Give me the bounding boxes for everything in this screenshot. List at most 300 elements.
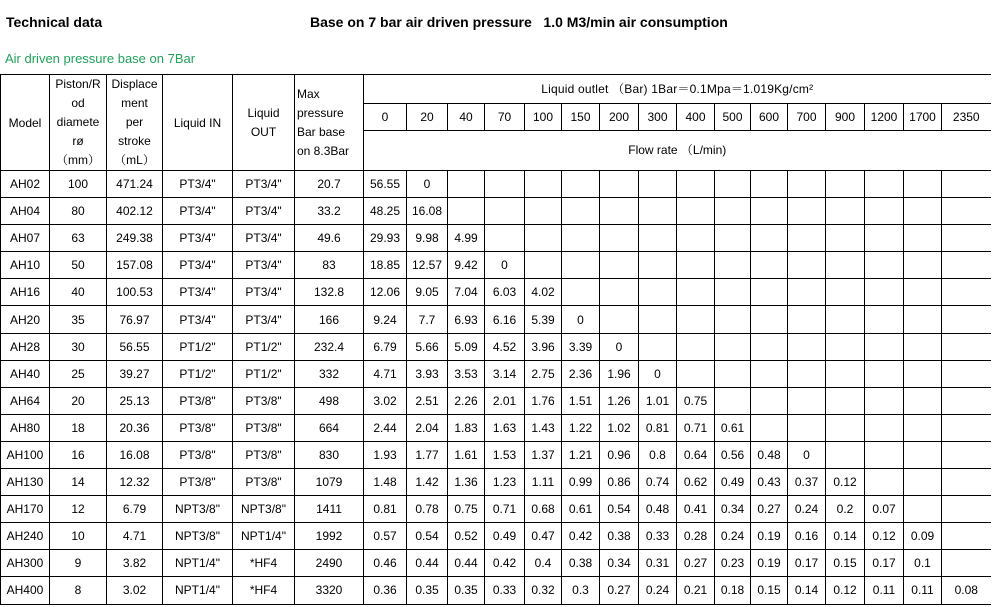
displacement-line-5: （mL）	[114, 153, 155, 167]
flow-rate-cell	[942, 252, 991, 279]
flow-rate-cell: 3.96	[525, 333, 562, 360]
liquid-out-cell: NPT3/8"	[233, 496, 295, 523]
flow-rate-cell	[904, 306, 942, 333]
table-row	[1, 171, 991, 198]
flow-rate-cell: 0.78	[407, 496, 448, 523]
flow-rate-cell: 0	[485, 252, 525, 279]
model-cell: AH240	[1, 523, 50, 550]
flow-rate-cell	[715, 252, 751, 279]
liquid-out-cell: PT3/4"	[233, 279, 295, 306]
flow-rate-cell	[562, 252, 600, 279]
pressure-header-70: 70	[485, 104, 525, 130]
flow-rate-cell	[677, 171, 715, 198]
flow-rate-cell: 0.23	[715, 550, 751, 577]
liquid-in-cell: PT1/2"	[163, 333, 233, 360]
flow-rate-cell	[904, 360, 942, 387]
piston-cell: 16	[50, 441, 107, 468]
flow-rate-cell: 0.56	[715, 441, 751, 468]
max-pressure-line-2: pressure	[297, 105, 344, 120]
flow-rate-cell: 0	[407, 171, 448, 198]
liquid-in-cell: PT3/8"	[163, 469, 233, 496]
liquid-in-cell: PT3/8"	[163, 414, 233, 441]
flow-rate-cell	[751, 279, 788, 306]
model-cell: AH40	[1, 360, 50, 387]
flow-rate-cell	[865, 306, 904, 333]
col-header-max-pressure	[295, 75, 364, 171]
flow-rate-cell: 0.15	[826, 550, 865, 577]
flow-rate-header: Flow rate （L/min)	[364, 130, 991, 170]
table-row	[1, 252, 991, 279]
flow-rate-cell: 0	[600, 333, 639, 360]
flow-rate-cell	[788, 306, 826, 333]
piston-cell: 80	[50, 198, 107, 225]
flow-rate-cell	[904, 441, 942, 468]
flow-rate-cell: 0.08	[942, 577, 991, 604]
flow-rate-cell	[942, 387, 991, 414]
flow-rate-cell: 29.93	[364, 225, 407, 252]
flow-rate-cell: 1.26	[600, 387, 639, 414]
flow-rate-cell	[485, 198, 525, 225]
pressure-header-900: 900	[826, 104, 865, 130]
liquid-out-cell: *HF4	[233, 577, 295, 604]
flow-rate-cell	[600, 306, 639, 333]
flow-rate-cell	[788, 198, 826, 225]
flow-rate-cell: 0.4	[525, 550, 562, 577]
flow-rate-cell	[788, 279, 826, 306]
flow-rate-cell	[942, 360, 991, 387]
flow-rate-cell: 0.41	[677, 496, 715, 523]
flow-rate-cell: 5.66	[407, 333, 448, 360]
max-pressure-cell: 232.4	[295, 333, 364, 360]
flow-rate-cell: 6.93	[448, 306, 485, 333]
flow-rate-cell	[904, 333, 942, 360]
flow-rate-cell: 1.42	[407, 469, 448, 496]
flow-rate-cell	[942, 306, 991, 333]
piston-cell: 63	[50, 225, 107, 252]
piston-cell: 25	[50, 360, 107, 387]
piston-line-5: （mm）	[56, 153, 100, 167]
flow-rate-cell	[826, 306, 865, 333]
liquid-in-cell: PT3/8"	[163, 387, 233, 414]
flow-rate-cell	[788, 225, 826, 252]
flow-rate-cell: 0.8	[639, 441, 677, 468]
flow-rate-cell: 0.61	[715, 414, 751, 441]
flow-rate-cell: 0.74	[639, 469, 677, 496]
liquid-out-cell: PT3/4"	[233, 306, 295, 333]
displacement-cell: 16.08	[107, 441, 163, 468]
flow-rate-cell: 2.01	[485, 387, 525, 414]
flow-rate-cell	[715, 387, 751, 414]
flow-rate-cell	[751, 171, 788, 198]
flow-rate-cell	[826, 387, 865, 414]
flow-rate-cell: 0.99	[562, 469, 600, 496]
flow-rate-cell	[904, 387, 942, 414]
technical-data-table	[0, 74, 991, 605]
pressure-header-500: 500	[715, 104, 751, 130]
liquid-in-cell: PT3/4"	[163, 171, 233, 198]
liquid-out-cell: PT1/2"	[233, 360, 295, 387]
flow-rate-cell	[942, 225, 991, 252]
liquid-in-cell: PT3/4"	[163, 252, 233, 279]
flow-rate-cell: 0.44	[448, 550, 485, 577]
pressure-header-0: 0	[364, 104, 407, 130]
flow-rate-cell: 1.01	[639, 387, 677, 414]
flow-rate-cell: 6.03	[485, 279, 525, 306]
flow-rate-cell	[751, 252, 788, 279]
flow-rate-cell	[485, 171, 525, 198]
flow-rate-cell: 7.7	[407, 306, 448, 333]
flow-rate-cell: 2.36	[562, 360, 600, 387]
flow-rate-cell	[677, 252, 715, 279]
flow-rate-cell	[485, 225, 525, 252]
flow-rate-cell: 5.39	[525, 306, 562, 333]
pressure-header-40: 40	[448, 104, 485, 130]
flow-rate-cell	[715, 198, 751, 225]
flow-rate-cell: 0.17	[865, 550, 904, 577]
liquid-in-cell: PT3/4"	[163, 225, 233, 252]
flow-rate-cell: 4.99	[448, 225, 485, 252]
flow-rate-cell: 0.11	[865, 577, 904, 604]
flow-rate-cell: 0.48	[751, 441, 788, 468]
flow-rate-cell: 1.63	[485, 414, 525, 441]
flow-rate-cell: 1.22	[562, 414, 600, 441]
flow-rate-cell: 1.23	[485, 469, 525, 496]
liquid-in-cell: PT1/2"	[163, 360, 233, 387]
flow-rate-cell: 0.81	[639, 414, 677, 441]
flow-rate-cell: 3.14	[485, 360, 525, 387]
liquid-out-cell: PT3/8"	[233, 387, 295, 414]
table-row	[1, 333, 991, 360]
flow-rate-cell: 0.42	[562, 523, 600, 550]
flow-rate-cell: 0.09	[904, 523, 942, 550]
flow-rate-cell: 1.53	[485, 441, 525, 468]
flow-rate-cell: 1.96	[600, 360, 639, 387]
piston-cell: 8	[50, 577, 107, 604]
displacement-cell: 6.79	[107, 496, 163, 523]
flow-rate-cell: 56.55	[364, 171, 407, 198]
flow-rate-cell: 1.43	[525, 414, 562, 441]
flow-rate-cell: 0.35	[407, 577, 448, 604]
flow-rate-cell	[826, 279, 865, 306]
displacement-cell: 4.71	[107, 523, 163, 550]
flow-rate-cell: 3.02	[364, 387, 407, 414]
flow-rate-cell	[865, 171, 904, 198]
flow-rate-cell: 1.76	[525, 387, 562, 414]
model-cell: AH10	[1, 252, 50, 279]
flow-rate-cell	[942, 469, 991, 496]
flow-rate-cell: 0.49	[485, 523, 525, 550]
liquid-out-cell: PT3/8"	[233, 441, 295, 468]
flow-rate-cell	[562, 198, 600, 225]
flow-rate-cell	[904, 252, 942, 279]
flow-rate-cell: 0.52	[448, 523, 485, 550]
piston-cell: 18	[50, 414, 107, 441]
liquid-out-cell: PT3/4"	[233, 225, 295, 252]
flow-rate-cell: 0.1	[904, 550, 942, 577]
flow-rate-cell: 0.47	[525, 523, 562, 550]
piston-cell: 9	[50, 550, 107, 577]
flow-rate-cell: 1.83	[448, 414, 485, 441]
table-row	[1, 577, 991, 604]
max-pressure-cell: 332	[295, 360, 364, 387]
flow-rate-cell	[904, 469, 942, 496]
flow-rate-cell: 4.71	[364, 360, 407, 387]
flow-rate-cell: 0.48	[639, 496, 677, 523]
displacement-cell: 471.24	[107, 171, 163, 198]
flow-rate-cell	[788, 252, 826, 279]
table-row	[1, 198, 991, 225]
flow-rate-cell: 0.14	[826, 523, 865, 550]
flow-rate-cell: 1.37	[525, 441, 562, 468]
liquid-in-cell: PT3/4"	[163, 306, 233, 333]
flow-rate-cell: 0.31	[639, 550, 677, 577]
flow-rate-cell	[826, 252, 865, 279]
flow-rate-cell	[600, 252, 639, 279]
flow-rate-cell	[826, 171, 865, 198]
flow-rate-cell: 0.14	[788, 577, 826, 604]
flow-rate-cell: 1.36	[448, 469, 485, 496]
liquid-in-cell: NPT1/4"	[163, 577, 233, 604]
model-cell: AH170	[1, 496, 50, 523]
displacement-line-3: per	[125, 115, 144, 129]
pressure-header-1700: 1700	[904, 104, 942, 130]
flow-rate-cell: 2.04	[407, 414, 448, 441]
flow-rate-cell: 1.61	[448, 441, 485, 468]
table-row	[1, 225, 991, 252]
flow-rate-cell: 0.33	[485, 577, 525, 604]
flow-rate-cell: 3.53	[448, 360, 485, 387]
liquid-in-cell: PT3/8"	[163, 441, 233, 468]
table-row	[1, 414, 991, 441]
table-row	[1, 550, 991, 577]
model-cell: AH64	[1, 387, 50, 414]
flow-rate-cell: 0.38	[600, 523, 639, 550]
flow-rate-cell	[826, 414, 865, 441]
flow-rate-cell	[904, 171, 942, 198]
flow-rate-cell	[600, 171, 639, 198]
flow-rate-cell	[715, 279, 751, 306]
flow-rate-cell: 3.93	[407, 360, 448, 387]
flow-rate-cell	[715, 225, 751, 252]
flow-rate-cell	[865, 198, 904, 225]
flow-rate-cell	[600, 198, 639, 225]
flow-rate-cell	[562, 225, 600, 252]
flow-rate-cell	[677, 306, 715, 333]
flow-rate-cell: 9.98	[407, 225, 448, 252]
model-cell: AH130	[1, 469, 50, 496]
flow-rate-cell: 0.21	[677, 577, 715, 604]
flow-rate-cell	[677, 279, 715, 306]
flow-rate-cell	[826, 360, 865, 387]
max-pressure-cell: 830	[295, 441, 364, 468]
flow-rate-cell: 48.25	[364, 198, 407, 225]
max-pressure-line-4: on 8.3Bar	[297, 143, 350, 158]
flow-rate-cell	[865, 333, 904, 360]
liquid-in-cell: NPT3/8"	[163, 496, 233, 523]
flow-rate-cell	[942, 414, 991, 441]
max-pressure-cell: 33.2	[295, 198, 364, 225]
flow-rate-cell	[751, 306, 788, 333]
pressure-header-100: 100	[525, 104, 562, 130]
piston-line-4: rø	[72, 134, 84, 148]
flow-rate-cell: 6.79	[364, 333, 407, 360]
flow-rate-cell: 2.26	[448, 387, 485, 414]
pressure-header-150: 150	[562, 104, 600, 130]
flow-rate-cell	[751, 225, 788, 252]
flow-rate-cell	[942, 171, 991, 198]
liquid-out-cell: PT3/4"	[233, 198, 295, 225]
liquid-out-cell: NPT1/4"	[233, 523, 295, 550]
pressure-header-400: 400	[677, 104, 715, 130]
max-pressure-cell: 132.8	[295, 279, 364, 306]
flow-rate-cell	[639, 279, 677, 306]
flow-rate-cell	[562, 171, 600, 198]
flow-rate-cell: 1.21	[562, 441, 600, 468]
flow-rate-cell: 0.86	[600, 469, 639, 496]
table-row	[1, 469, 991, 496]
flow-rate-cell: 2.75	[525, 360, 562, 387]
piston-line-2: od	[71, 96, 85, 110]
displacement-cell: 56.55	[107, 333, 163, 360]
flow-rate-cell: 7.04	[448, 279, 485, 306]
flow-rate-cell	[788, 387, 826, 414]
displacement-cell: 3.82	[107, 550, 163, 577]
flow-rate-cell	[942, 279, 991, 306]
piston-cell: 100	[50, 171, 107, 198]
flow-rate-cell: 1.02	[600, 414, 639, 441]
flow-rate-cell	[639, 333, 677, 360]
flow-rate-cell	[448, 171, 485, 198]
flow-rate-cell	[865, 360, 904, 387]
flow-rate-cell: 0.11	[904, 577, 942, 604]
table-row	[1, 496, 991, 523]
displacement-line-1: Displace	[111, 77, 158, 91]
piston-cell: 12	[50, 496, 107, 523]
flow-rate-cell: 0.2	[826, 496, 865, 523]
piston-cell: 30	[50, 333, 107, 360]
flow-rate-cell: 0.81	[364, 496, 407, 523]
flow-rate-cell	[865, 387, 904, 414]
pressure-header-700: 700	[788, 104, 826, 130]
flow-rate-cell	[715, 171, 751, 198]
flow-rate-cell	[865, 469, 904, 496]
max-pressure-line-1: Max	[297, 86, 320, 101]
flow-rate-cell: 0.75	[448, 496, 485, 523]
model-cell: AH04	[1, 198, 50, 225]
flow-rate-cell: 0	[788, 441, 826, 468]
max-pressure-cell: 1992	[295, 523, 364, 550]
flow-rate-cell	[525, 171, 562, 198]
liquid-out-cell: PT3/8"	[233, 469, 295, 496]
flow-rate-cell: 1.93	[364, 441, 407, 468]
sheet-main-title: Base on 7 bar air driven pressure 1.0 M3/min air consumption	[310, 14, 728, 30]
model-cell: AH20	[1, 306, 50, 333]
max-pressure-cell: 166	[295, 306, 364, 333]
model-cell: AH80	[1, 414, 50, 441]
flow-rate-cell	[904, 225, 942, 252]
liquid-out-line-1: Liquid	[247, 105, 280, 120]
flow-rate-cell: 0	[639, 360, 677, 387]
piston-cell: 40	[50, 279, 107, 306]
displacement-cell: 402.12	[107, 198, 163, 225]
model-cell: AH300	[1, 550, 50, 577]
col-header-liquid-in: Liquid IN	[163, 75, 233, 171]
flow-rate-cell	[865, 252, 904, 279]
piston-cell: 10	[50, 523, 107, 550]
flow-rate-cell	[525, 225, 562, 252]
flow-rate-cell	[562, 279, 600, 306]
flow-rate-cell: 0.44	[407, 550, 448, 577]
model-cell: AH400	[1, 577, 50, 604]
pressure-header-20: 20	[407, 104, 448, 130]
flow-rate-cell: 1.11	[525, 469, 562, 496]
displacement-cell: 39.27	[107, 360, 163, 387]
flow-rate-cell	[525, 198, 562, 225]
model-cell: AH100	[1, 441, 50, 468]
liquid-in-cell: NPT3/8"	[163, 523, 233, 550]
piston-cell: 14	[50, 469, 107, 496]
flow-rate-cell: 0.43	[751, 469, 788, 496]
flow-rate-cell	[751, 333, 788, 360]
flow-rate-cell	[942, 441, 991, 468]
flow-rate-cell	[865, 414, 904, 441]
liquid-out-cell: PT1/2"	[233, 333, 295, 360]
table-row	[1, 387, 991, 414]
flow-rate-cell: 0.57	[364, 523, 407, 550]
flow-rate-cell: 9.24	[364, 306, 407, 333]
flow-rate-cell	[751, 387, 788, 414]
flow-rate-cell: 0.07	[865, 496, 904, 523]
flow-rate-cell	[904, 198, 942, 225]
flow-rate-cell: 0.33	[639, 523, 677, 550]
flow-rate-cell	[715, 333, 751, 360]
flow-rate-cell	[788, 360, 826, 387]
max-pressure-cell: 1079	[295, 469, 364, 496]
displacement-line-4: stroke	[118, 134, 151, 148]
table-row	[1, 523, 991, 550]
flow-rate-cell	[448, 198, 485, 225]
flow-rate-cell: 0.36	[364, 577, 407, 604]
flow-rate-cell: 0.46	[364, 550, 407, 577]
flow-rate-cell	[865, 441, 904, 468]
col-header-displacement	[107, 75, 163, 171]
pressure-header-200: 200	[600, 104, 639, 130]
flow-rate-cell: 6.16	[485, 306, 525, 333]
liquid-outlet-header: Liquid outlet （Bar) 1Bar＝0.1Mpa＝1.019Kg/cm²	[364, 75, 991, 104]
flow-rate-cell: 0.42	[485, 550, 525, 577]
flow-rate-cell	[904, 414, 942, 441]
max-pressure-cell: 498	[295, 387, 364, 414]
flow-rate-cell: 0.34	[600, 550, 639, 577]
flow-rate-cell: 9.42	[448, 252, 485, 279]
model-cell: AH16	[1, 279, 50, 306]
subtitle: Air driven pressure base on 7Bar	[5, 51, 196, 66]
flow-rate-cell: 0.12	[826, 469, 865, 496]
flow-rate-cell	[751, 360, 788, 387]
flow-rate-cell	[600, 225, 639, 252]
flow-rate-cell	[942, 333, 991, 360]
pressure-header-1200: 1200	[865, 104, 904, 130]
displacement-cell: 3.02	[107, 577, 163, 604]
flow-rate-cell: 0.62	[677, 469, 715, 496]
pressure-header-300: 300	[639, 104, 677, 130]
flow-rate-cell: 12.06	[364, 279, 407, 306]
flow-rate-cell: 0.12	[865, 523, 904, 550]
flow-rate-cell: 0.3	[562, 577, 600, 604]
displacement-cell: 76.97	[107, 306, 163, 333]
flow-rate-cell: 0.18	[715, 577, 751, 604]
model-cell: AH07	[1, 225, 50, 252]
